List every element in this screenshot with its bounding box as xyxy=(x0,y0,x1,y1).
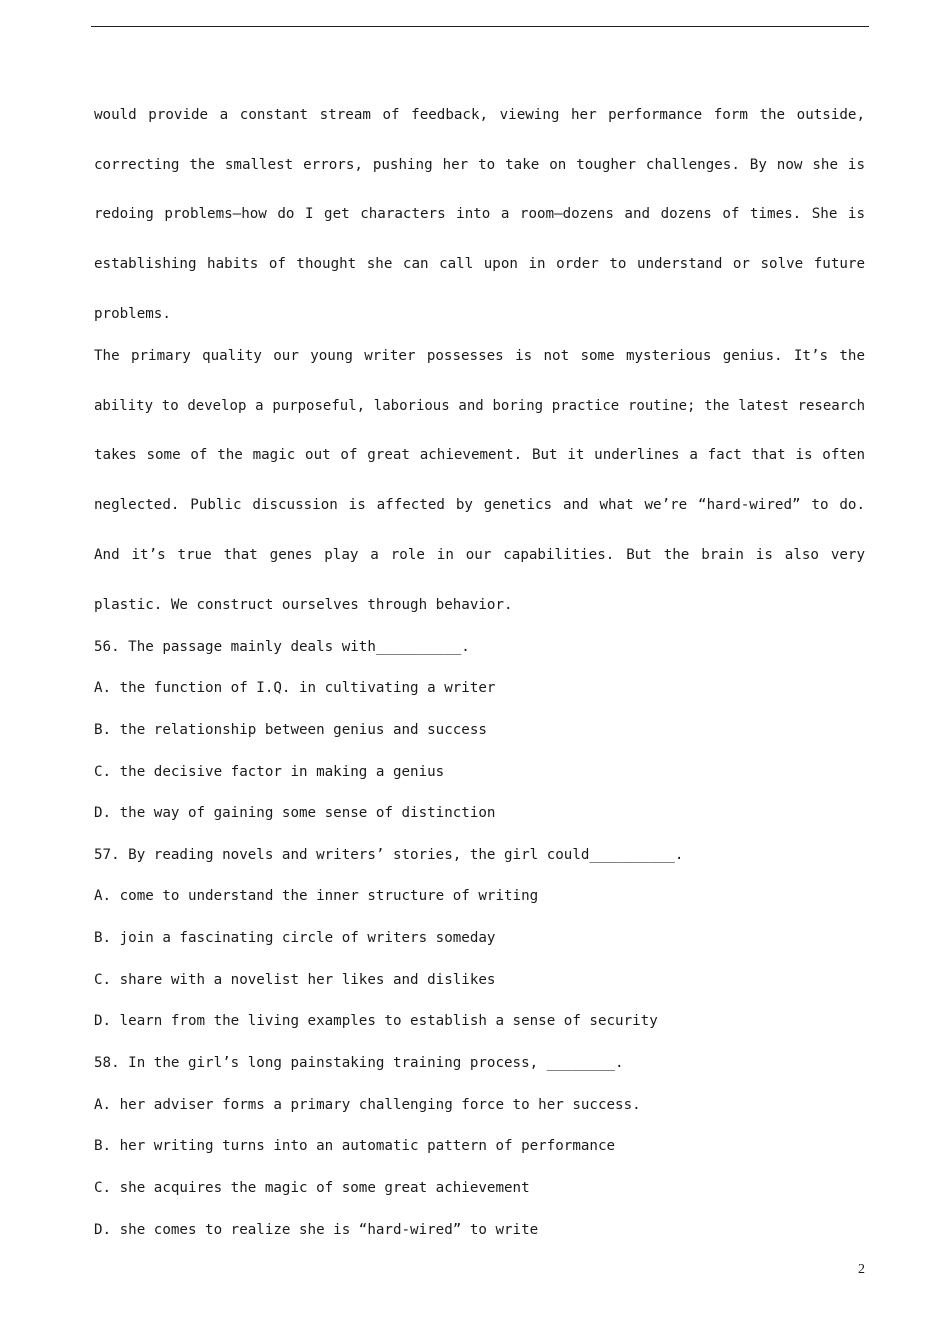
question-stem: 57. By reading novels and writers’ stories, the girl could__________. xyxy=(94,847,684,863)
passage-line: establishing habits of thought she can call upon in order to understand or solve future xyxy=(94,256,865,272)
question-option: D. learn from the living examples to establish a sense of security xyxy=(94,1013,658,1029)
passage-line: plastic. We construct ourselves through behavior. xyxy=(94,597,513,613)
question-option: C. the decisive factor in making a genius xyxy=(94,764,445,780)
question-stem: 56. The passage mainly deals with__________. xyxy=(94,639,470,655)
passage-line: takes some of the magic out of great achievement. But it underlines a fact that is often xyxy=(94,447,865,463)
question-option: C. share with a novelist her likes and dislikes xyxy=(94,972,496,988)
question-option: A. come to understand the inner structure of writing xyxy=(94,888,539,904)
question-option: B. the relationship between genius and success xyxy=(94,722,487,738)
question-option: B. join a fascinating circle of writers someday xyxy=(94,930,496,946)
question-stem: 58. In the girl’s long painstaking training process, ________. xyxy=(94,1055,624,1071)
question-option: A. the function of I.Q. in cultivating a writer xyxy=(94,680,496,696)
question-option: C. she acquires the magic of some great achievement xyxy=(94,1180,530,1196)
question-option: D. the way of gaining some sense of distinction xyxy=(94,805,496,821)
header-rule xyxy=(91,26,869,27)
question-option: B. her writing turns into an automatic pattern of performance xyxy=(94,1138,616,1154)
question-option: D. she comes to realize she is “hard-wired” to write xyxy=(94,1222,539,1238)
passage-line: neglected. Public discussion is affected by genetics and what we’re “hard-wired” to do. xyxy=(94,497,865,513)
passage-line: correcting the smallest errors, pushing her to take on tougher challenges. By now she is xyxy=(94,157,865,173)
passage-line: ability to develop a purposeful, laborious and boring practice routine; the latest research xyxy=(94,398,865,414)
question-option: A. her adviser forms a primary challenging force to her success. xyxy=(94,1097,641,1113)
passage-line: redoing problems—how do I get characters into a room—dozens and dozens of times. She is xyxy=(94,206,865,222)
passage-line: problems. xyxy=(94,306,171,322)
passage-line: The primary quality our young writer possesses is not some mysterious genius. It’s the xyxy=(94,348,865,364)
passage-line: would provide a constant stream of feedback, viewing her performance form the outside, xyxy=(94,107,865,123)
page-number: 2 xyxy=(858,1262,865,1277)
passage-line: And it’s true that genes play a role in our capabilities. But the brain is also very xyxy=(94,547,865,563)
